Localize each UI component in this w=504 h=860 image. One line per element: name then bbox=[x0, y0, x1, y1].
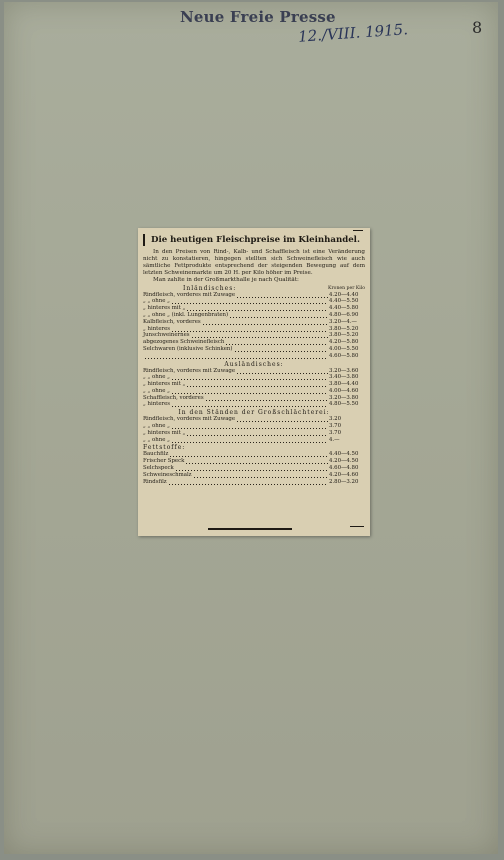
price-label: „ hinteres mit „ bbox=[143, 305, 186, 312]
price-row bbox=[143, 416, 365, 423]
page-number: 8 bbox=[472, 18, 483, 37]
price-label: Schaffleisch, vorderes bbox=[143, 394, 204, 401]
price-value: 3.70 bbox=[329, 429, 342, 436]
price-label: Schweineschmalz bbox=[143, 471, 192, 478]
price-row bbox=[143, 472, 365, 479]
price-value: 4.— bbox=[329, 436, 340, 443]
price-row bbox=[143, 326, 365, 333]
price-value: 4.80—6.90 bbox=[329, 311, 359, 318]
price-row bbox=[143, 374, 365, 381]
dot-leader bbox=[234, 346, 329, 353]
price-label: „ hinteres mit „ bbox=[143, 381, 186, 388]
footer-rule-short bbox=[350, 526, 364, 527]
price-row bbox=[143, 430, 365, 437]
dot-leader bbox=[186, 305, 328, 312]
price-section-wholesale bbox=[143, 416, 365, 443]
price-value: 3.20—3.80 bbox=[329, 394, 359, 401]
price-value: 3.20—3.60 bbox=[329, 367, 359, 374]
price-label: „ hinteres bbox=[143, 325, 171, 332]
price-row bbox=[143, 368, 365, 375]
dot-leader bbox=[186, 430, 328, 437]
price-row bbox=[143, 332, 365, 339]
price-section-domestic bbox=[143, 292, 365, 360]
price-value: 4.00—4.60 bbox=[329, 387, 359, 394]
footer-rule bbox=[208, 528, 292, 530]
dot-leader bbox=[236, 368, 328, 375]
dot-leader bbox=[205, 395, 328, 402]
price-label: „ „ ohne „ (inkl. Lungenbraten) bbox=[143, 311, 229, 318]
price-label: „ „ ohne „ bbox=[143, 436, 170, 443]
dot-leader bbox=[144, 353, 328, 360]
column-header: Kronen per Kilo bbox=[328, 285, 365, 291]
intro-paragraph: In den Preisen von Rind-, Kalb- und Schaffleisch ist eine Veränderung nicht zu konstatieren, hingegen stellten sich Schweinefleisch wie auch sämtliche Fettprodukte entsprechend der steigenden Bewegung auf dem letzten Schweinemarkte um 20 H. per Kilo höher im Preise. bbox=[143, 249, 365, 276]
price-label: „ „ ohne „ bbox=[143, 298, 170, 305]
price-value: 4.20—4.40 bbox=[329, 291, 359, 298]
clipping-title: Die heutigen Fleischpreise im Kleinhandel. bbox=[143, 234, 365, 246]
price-value: 4.40—5.50 bbox=[329, 298, 359, 305]
dot-leader bbox=[191, 332, 328, 339]
price-label: „ „ ohne „ bbox=[143, 423, 170, 430]
price-label: Junschweinernes bbox=[143, 332, 190, 339]
newspaper-clipping bbox=[138, 228, 370, 536]
price-section-fats bbox=[143, 451, 365, 485]
handwritten-date: 12./VIII. 1915. bbox=[297, 20, 409, 46]
price-row bbox=[143, 381, 365, 388]
section-heading: In den Ständen der Großschlächterei: bbox=[178, 409, 330, 417]
price-value: 3.70 bbox=[329, 423, 342, 430]
price-value: 4.60—4.80 bbox=[329, 465, 359, 472]
price-label: Rindfleisch, vorderes mit Zuwage bbox=[143, 367, 236, 374]
intro-paragraph-2: Man zahlte in der Großmarkthalle je nach Qualität: bbox=[153, 276, 299, 283]
dot-leader bbox=[168, 479, 328, 486]
price-value: 4.00—5.50 bbox=[329, 345, 359, 352]
dot-leader bbox=[171, 401, 328, 408]
price-label: Selchspeck bbox=[143, 465, 174, 472]
price-row bbox=[143, 388, 365, 395]
price-label: „ „ ohne „ bbox=[143, 387, 170, 394]
section-heading: Ausländisches: bbox=[224, 360, 284, 368]
price-row bbox=[143, 437, 365, 444]
dot-leader bbox=[225, 339, 328, 346]
price-row bbox=[143, 298, 365, 305]
price-row bbox=[143, 353, 365, 360]
dot-leader bbox=[193, 472, 328, 479]
dot-leader bbox=[171, 326, 328, 333]
price-label: Bauchfilz bbox=[143, 451, 169, 458]
price-row bbox=[143, 458, 365, 465]
dot-leader bbox=[185, 458, 328, 465]
price-row bbox=[143, 305, 365, 312]
section-heading: Fettstoffe: bbox=[143, 444, 186, 452]
price-label: „ „ ohne „ bbox=[143, 374, 170, 381]
price-row bbox=[143, 401, 365, 408]
dot-leader bbox=[236, 292, 328, 299]
dot-leader bbox=[171, 388, 328, 395]
newspaper-page bbox=[4, 2, 498, 854]
corner-mark bbox=[353, 230, 363, 231]
dot-leader bbox=[202, 319, 328, 326]
dot-leader bbox=[171, 374, 328, 381]
price-label: Rindfleisch, vorderes mit Zuwage bbox=[143, 291, 236, 298]
price-value: 3.20—4.— bbox=[329, 318, 357, 325]
dot-leader bbox=[175, 465, 328, 472]
price-row bbox=[143, 465, 365, 472]
price-section-foreign bbox=[143, 368, 365, 409]
price-row bbox=[143, 312, 365, 319]
price-label: „ hinteres mit „ bbox=[143, 429, 186, 436]
dot-leader bbox=[171, 423, 328, 430]
dot-leader bbox=[236, 416, 328, 423]
price-label: „ hinteres bbox=[143, 401, 171, 408]
dot-leader bbox=[171, 437, 328, 444]
price-label: Kalbfleisch, vorderes bbox=[143, 318, 201, 325]
price-value: 4.20—4.60 bbox=[329, 471, 359, 478]
price-row bbox=[143, 346, 365, 353]
masthead: Neue Freie Presse bbox=[180, 8, 336, 26]
price-value: 4.40—5.80 bbox=[329, 305, 359, 312]
dot-leader bbox=[169, 451, 328, 458]
price-row bbox=[143, 339, 365, 346]
price-value: 2.80—3.20 bbox=[329, 478, 359, 485]
clipping-body bbox=[143, 234, 365, 485]
price-value: 4.80—5.50 bbox=[329, 401, 359, 408]
price-value: 3.80—4.40 bbox=[329, 381, 359, 388]
price-value: 3.80—5.20 bbox=[329, 332, 359, 339]
price-value: 3.80—5.20 bbox=[329, 325, 359, 332]
price-value: 4.40—4.50 bbox=[329, 451, 359, 458]
dot-leader bbox=[229, 312, 328, 319]
dot-leader bbox=[186, 381, 328, 388]
price-row bbox=[143, 451, 365, 458]
price-value: 4.20—5.80 bbox=[329, 339, 359, 346]
price-row bbox=[143, 479, 365, 486]
price-value: 3.40—3.80 bbox=[329, 374, 359, 381]
price-value: 3.20 bbox=[329, 416, 342, 423]
dot-leader bbox=[171, 298, 328, 305]
price-row bbox=[143, 395, 365, 402]
price-label: Selchwaren (inklusive Schinken) bbox=[143, 345, 233, 352]
price-value: 4.20—4.50 bbox=[329, 458, 359, 465]
price-row bbox=[143, 319, 365, 326]
price-row bbox=[143, 292, 365, 299]
price-label: Rindsfilz bbox=[143, 478, 167, 485]
price-label: abgezogenes Schweinefleisch bbox=[143, 339, 225, 346]
price-row bbox=[143, 423, 365, 430]
price-value: 4.60—5.80 bbox=[329, 352, 359, 359]
price-label: Frischer Speck bbox=[143, 458, 185, 465]
section-heading: Inländisches: bbox=[183, 284, 237, 292]
price-label: Rindfleisch, vorderes mit Zuwage bbox=[143, 416, 236, 423]
